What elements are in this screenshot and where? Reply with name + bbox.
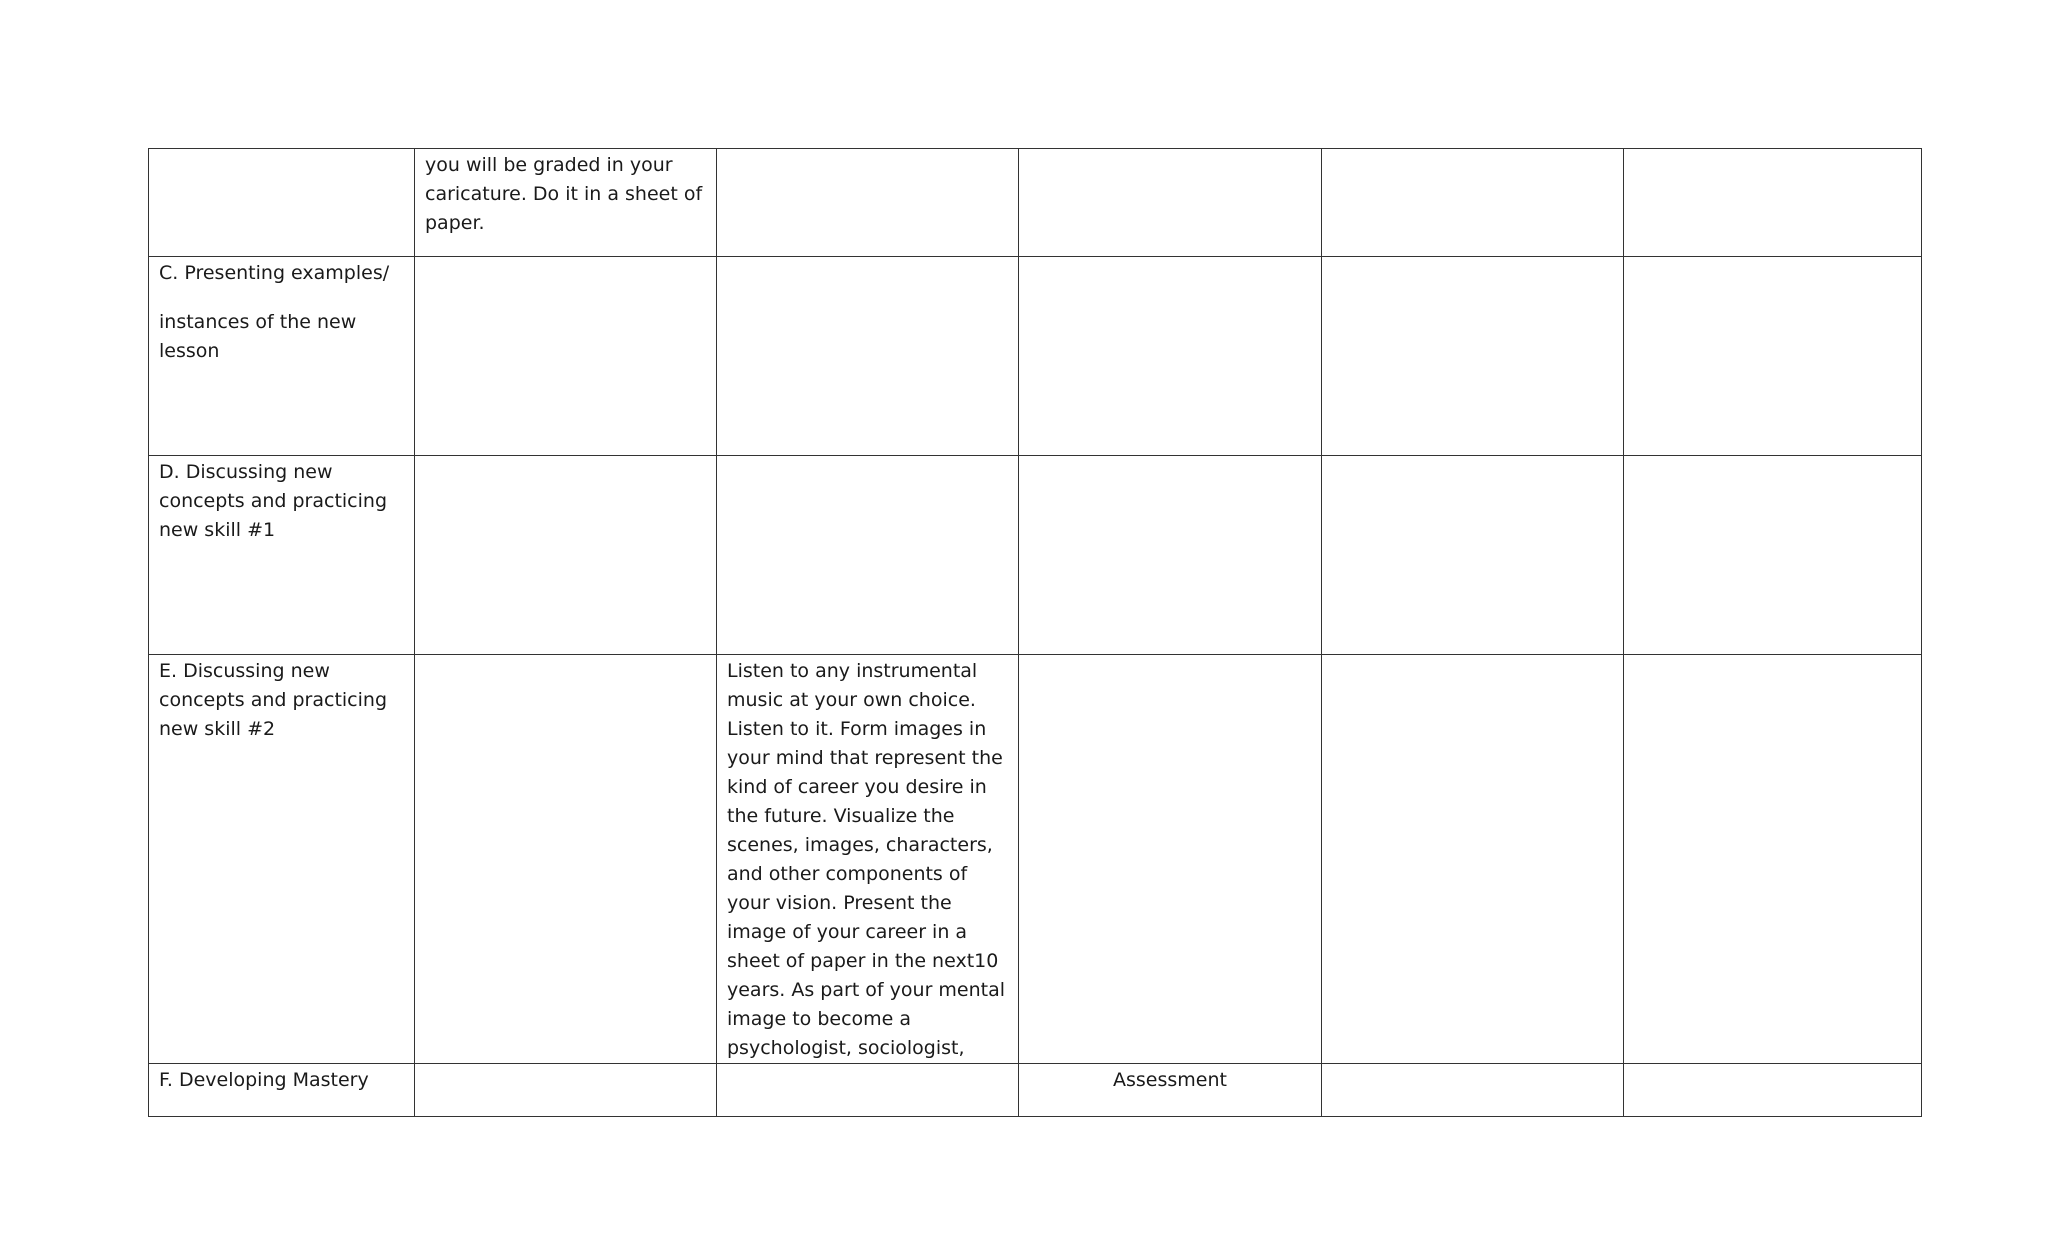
row-label-presenting-examples: C. Presenting examples/ (159, 262, 390, 284)
table-cell (1624, 149, 1922, 257)
table-cell (415, 655, 717, 1064)
table-cell (1322, 655, 1624, 1064)
table-cell (415, 1064, 717, 1117)
table-cell (415, 257, 717, 456)
table-cell (717, 257, 1019, 456)
row-label-cell (149, 257, 415, 456)
instrumental-music-activity-text: Listen to any instrumental music at your own choice. Listen to it. Form images in your mind that represent the kind of career you desire in the future. Visualize the scenes, images, characters, and other components of your vision. Present the image of your career in a sheet of paper in the next10 years. As part of your mental image to become a psychologist, sociologist, (727, 660, 1006, 1059)
table-row (149, 149, 1922, 257)
table-row (149, 1064, 1922, 1117)
row-label-cell (149, 1064, 415, 1117)
table-cell (1624, 1064, 1922, 1117)
row-label-cell (149, 456, 415, 655)
table-cell (1322, 257, 1624, 456)
table-cell (415, 149, 717, 257)
table-cell (717, 655, 1019, 1064)
table-cell (1019, 149, 1322, 257)
table-row (149, 456, 1922, 655)
table-row (149, 257, 1922, 456)
row-label-developing-mastery: F. Developing Mastery (159, 1069, 369, 1091)
table-cell (1624, 257, 1922, 456)
table-cell (1019, 655, 1322, 1064)
table-cell (717, 149, 1019, 257)
lesson-plan-table (148, 148, 1922, 1117)
row-label-presenting-examples-cont: instances of the new lesson (159, 311, 357, 362)
row-label-cell (149, 655, 415, 1064)
table-cell (415, 456, 717, 655)
table-cell (1019, 456, 1322, 655)
table-cell (717, 1064, 1019, 1117)
assessment-text: Assessment (1113, 1069, 1227, 1091)
table-cell (1322, 1064, 1624, 1117)
row-label-discussing-skill-2: E. Discussing new concepts and practicing new skill #2 (159, 660, 387, 740)
table-cell (1624, 456, 1922, 655)
table-cell (1019, 1064, 1322, 1117)
table-cell (1322, 456, 1624, 655)
caricature-instruction-text: you will be graded in your caricature. Do it in a sheet of paper. (425, 154, 703, 234)
table-cell (717, 456, 1019, 655)
row-label-discussing-skill-1: D. Discussing new concepts and practicing new skill #1 (159, 461, 387, 541)
table-cell (1019, 257, 1322, 456)
table-cell (1322, 149, 1624, 257)
table-cell (1624, 655, 1922, 1064)
table-row (149, 655, 1922, 1064)
table-cell (149, 149, 415, 257)
